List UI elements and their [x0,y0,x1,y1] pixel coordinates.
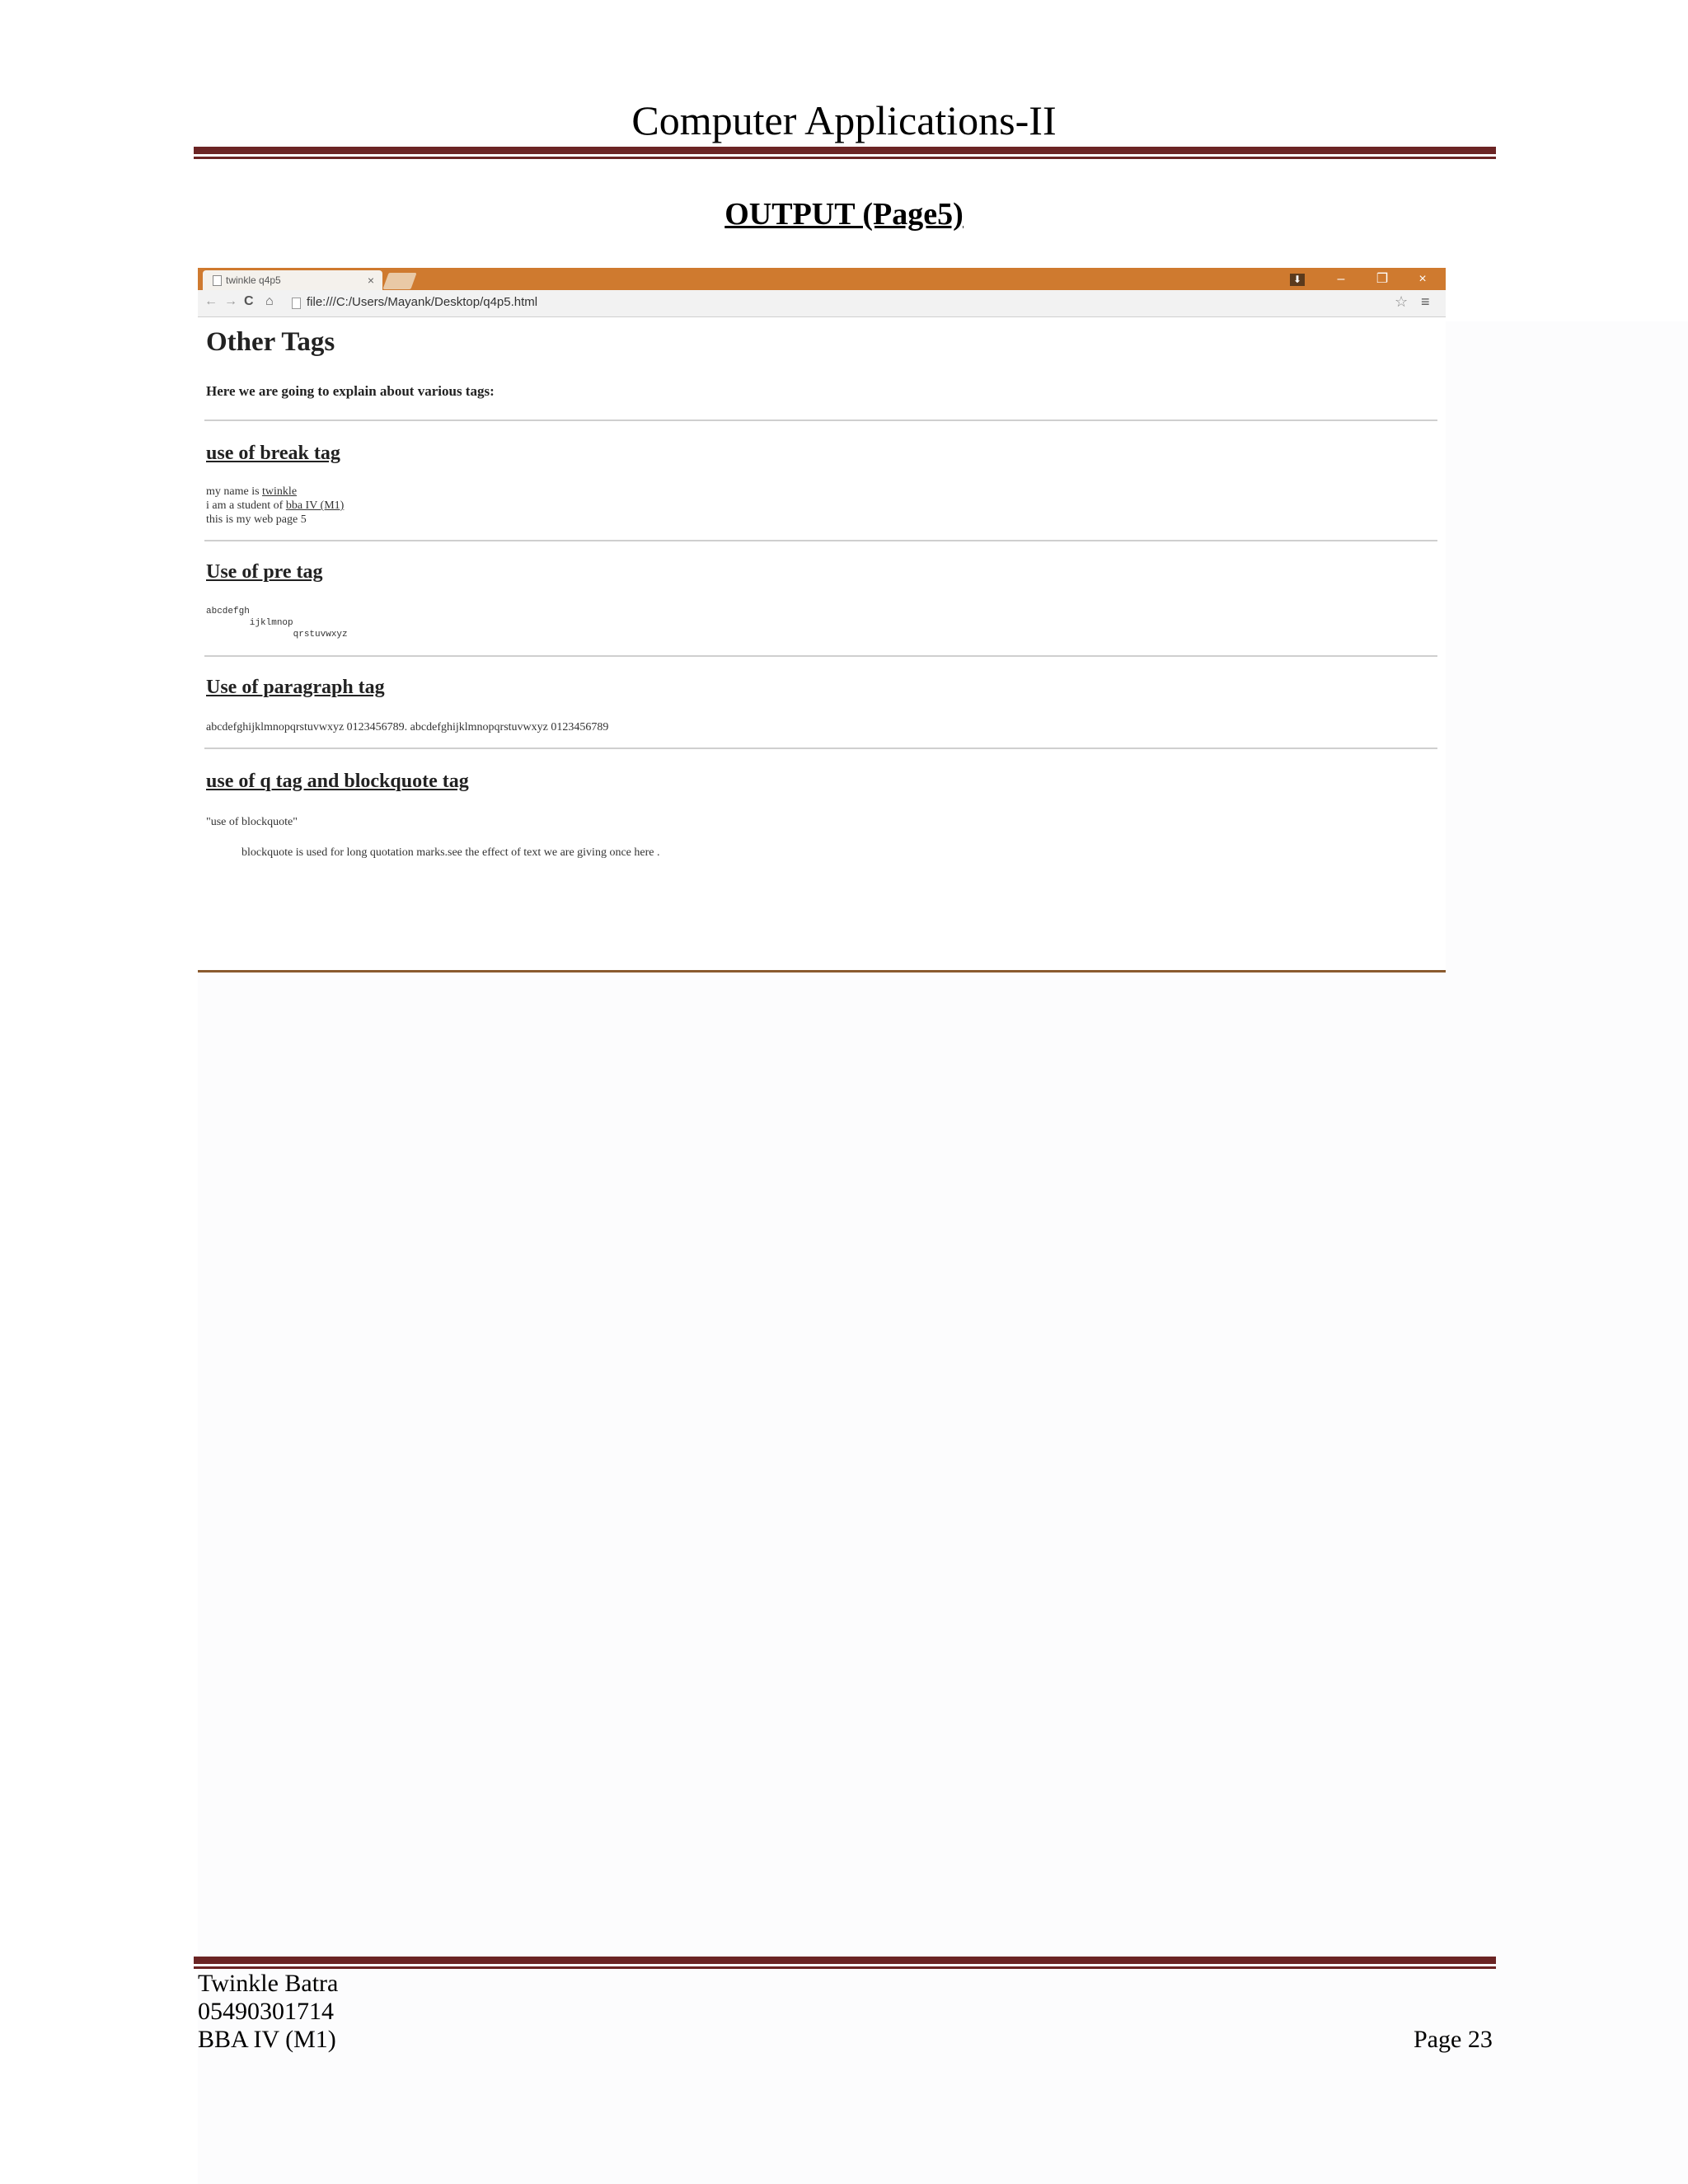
header-rule [194,147,1496,159]
bookmark-star-icon[interactable]: ☆ [1395,293,1409,310]
footer-rule [194,1957,1496,1969]
new-tab-button[interactable] [382,273,416,289]
pre-tag-text: abcdefgh ijklmnop qrstuvwxyz [206,607,348,640]
footer-name: Twinkle Batra [198,1970,339,1997]
menu-icon[interactable]: ≡ [1421,293,1430,310]
browser-screenshot [198,268,1446,972]
home-icon[interactable]: ⌂ [265,294,274,308]
footer-roll-no: 05490301714 [198,1998,334,2025]
webpage-title: Other Tags [206,327,335,357]
pre-tag-heading: Use of pre tag [206,561,323,583]
tab-close-icon[interactable]: × [367,274,374,287]
divider [204,419,1437,421]
paragraph-tag-heading: Use of paragraph tag [206,677,385,698]
output-heading: OUTPUT (Page5) [724,197,964,232]
break-tag-text: my name is twinkle i am a student of bba IV (M1) this is my web page 5 [206,485,345,526]
minimize-button[interactable]: – [1337,272,1345,286]
close-window-button[interactable]: × [1418,272,1427,286]
forward-arrow-icon[interactable]: → [224,294,237,308]
page-number: Page 23 [1414,2026,1493,2053]
address-bar[interactable]: file:///C:/Users/Mayank/Desktop/q4p5.html [307,295,538,309]
tab-title: twinkle q4p5 [226,274,281,286]
divider [204,540,1437,541]
maximize-button[interactable]: ❐ [1376,272,1389,286]
back-arrow-icon[interactable]: ← [204,294,218,308]
browser-titlebar [198,268,1446,290]
browser-toolbar [198,290,1446,317]
reload-icon[interactable]: C [244,294,254,308]
quote-tag-heading: use of q tag and blockquote tag [206,771,469,792]
download-icon[interactable]: ⬇ [1287,268,1307,290]
footer-class: BBA IV (M1) [198,2026,336,2053]
q-tag-text: "use of blockquote" [206,816,298,828]
break-tag-heading: use of break tag [206,443,340,464]
url-page-icon [292,298,301,309]
class-link[interactable]: bba IV (M1) [285,499,345,512]
name-link[interactable]: twinkle [262,485,298,498]
webpage-intro: Here we are going to explain about various tags: [206,383,495,399]
blockquote-text: blockquote is used for long quotation marks.see the effect of text we are giving once here . [241,846,660,859]
divider [204,748,1437,749]
paragraph-tag-text: abcdefghijklmnopqrstuvwxyz 0123456789. abcdefghijklmnopqrstuvwxyz 0123456789 [206,721,609,733]
page-icon [213,275,222,286]
divider [204,655,1437,657]
footer-info [198,1970,338,2054]
browser-tab[interactable] [203,270,382,290]
page-header-title: Computer Applications-II [631,97,1057,143]
